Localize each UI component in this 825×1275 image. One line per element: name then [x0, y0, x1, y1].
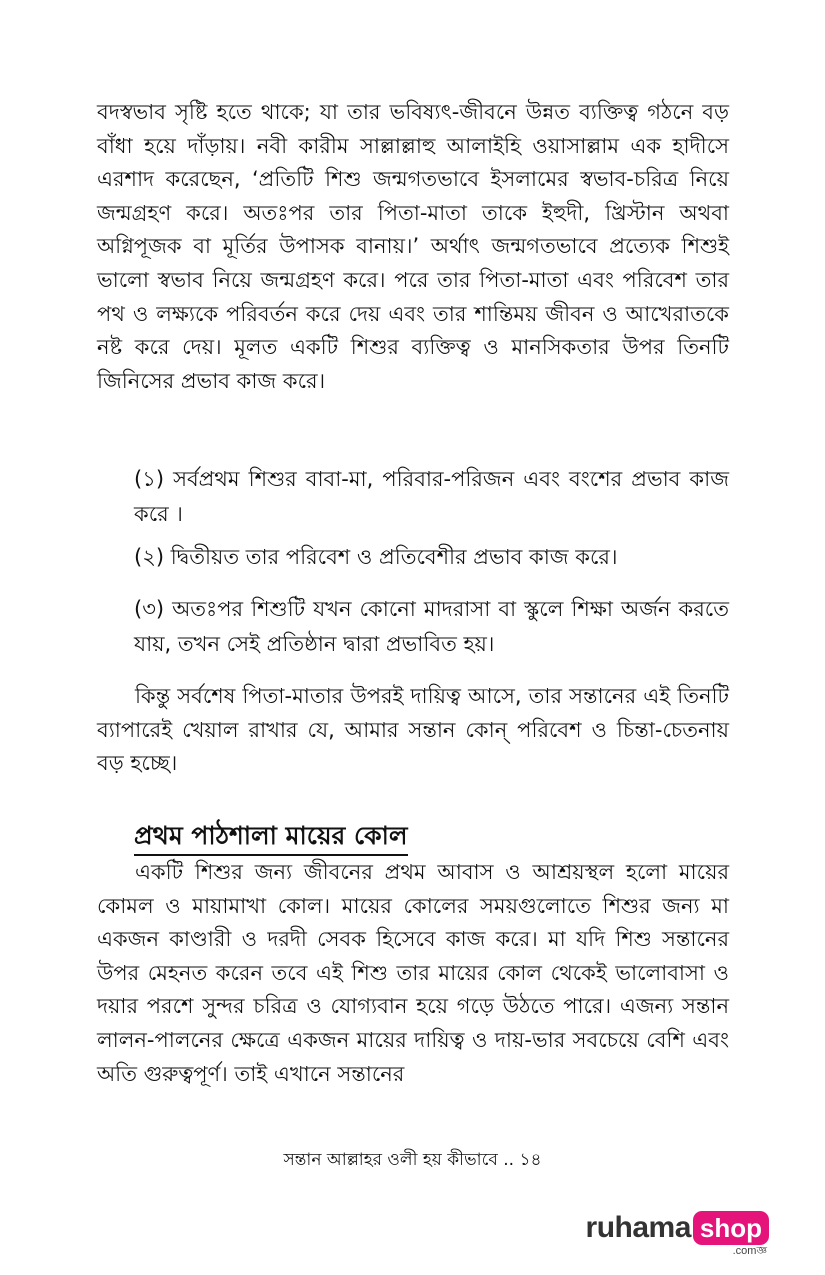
section-heading: প্রথম পাঠশালা মায়ের কোল	[134, 818, 408, 856]
page-footer: সন্তান আল্লাহর ওলী হয় কীভাবে .. ১৪	[283, 1150, 542, 1170]
list-item-2: (২) দ্বিতীয়ত তার পরিবেশ ও প্রতিবেশীর প্রভাব কাজ করে।	[134, 545, 618, 569]
paragraph-responsibility: কিন্তু সর্বশেষ পিতা-মাতার উপরই দায়িত্ব আসে, তার সন্তানের এই তিনটি ব্যাপারেই খেয়াল রাখার যে, আমার সন্তান কোন্ পরিবেশ ও চিন্তা-চেতনায় বড় হচ্ছে।	[97, 684, 729, 776]
paragraph-mother-lap: একটি শিশুর জন্য জীবনের প্রথম আবাস ও আশ্রয়স্থল হলো মায়ের কোমল ও মায়ামাখা কোল। মায়ের কোলের সময়গুলোতে শিশুর জন্য মা একজন কাণ্ডারী ও দরদী সেবক হিসেবে কাজ করে। মা যদি শিশু সন্তানের উপর মেহনত করেন তবে এই শিশু তার মায়ের কোল থেকেই ভালোবাসা ও দয়ার পরশে সুন্দর চরিত্র ও যোগ্যবান হয়ে গড়ে উঠতে পারে। এজন্য সন্তান লালন-পালনের ক্ষেত্রে একজন মায়ের দায়িত্ব ও দায়-ভার সবচেয়ে বেশি এবং অতি গুরুত্বপূর্ণ। তাই এখানে সন্তানের	[97, 860, 729, 1086]
logo-shop-badge: shop	[693, 1211, 769, 1245]
paragraph-intro: বদস্বভাব সৃষ্টি হতে থাকে; যা তার ভবিষ্যৎ-জীবনে উন্নত ব্যক্তিত্ব গঠনে বড় বাঁধা হয়ে দাঁড়ায়। নবী কারীম সাল্লাল্লাহু আলাইহি ওয়াসাল্লাম এক হাদীসে এরশাদ করেছেন, ‘প্রতিটি শিশু জন্মগতভাবে ইসলামের স্বভাব-চরিত্র নিয়ে জন্মগ্রহণ করে। অতঃপর তার পিতা-মাতা তাকে ইহুদী, খ্রিস্টান অথবা অগ্নিপূজক বা মূর্তির উপাসক বানায়।’ অর্থাৎ জন্মগতভাবে প্রত্যেক শিশুই ভালো স্বভাব নিয়ে জন্মগ্রহণ করে। পরে তার পিতা-মাতা এবং পরিবেশ তার পথ ও লক্ষ্যকে পরিবর্তন করে দেয় এবং তার শান্তিময় জীবন ও আখেরাতকে নষ্ট করে দেয়। মূলত একটি শিশুর ব্যক্তিত্ব ও মানসিকতার উপর তিনটি জিনিসের প্রভাব কাজ করে।	[97, 100, 729, 393]
logo-domain-text: .comজ্ঞ	[732, 1245, 767, 1257]
list-item-3: (৩) অতঃপর শিশুটি যখন কোনো মাদরাসা বা স্কুলে শিক্ষা অর্জন করতে যায়, তখন সেই প্রতিষ্ঠান দ্বারা প্রভাবিত হয়।	[134, 597, 729, 656]
list-item-1: (১) সর্বপ্রথম শিশুর বাবা-মা, পরিবার-পরিজন এবং বংশের প্রভাব কাজ করে ।	[134, 467, 729, 526]
logo-brand-text: ruhama	[585, 1211, 691, 1244]
